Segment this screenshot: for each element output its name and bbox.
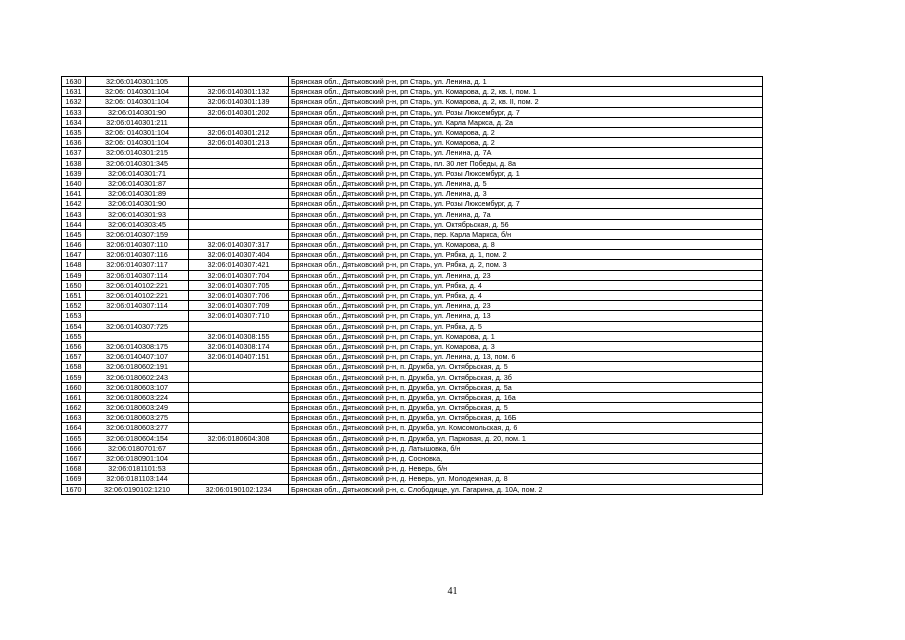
row-number-cell: 1645 bbox=[62, 229, 86, 239]
object-cadastral-number-cell: 32:06:0180604:308 bbox=[189, 433, 289, 443]
object-cadastral-number-cell bbox=[189, 372, 289, 382]
row-number-cell: 1667 bbox=[62, 453, 86, 463]
table-row bbox=[62, 443, 763, 453]
row-number-cell: 1655 bbox=[62, 331, 86, 341]
row-number-cell: 1656 bbox=[62, 341, 86, 351]
cadastral-number-cell: 32:06:0140307:116 bbox=[86, 250, 189, 260]
object-cadastral-number-cell: 32:06:0140307:710 bbox=[189, 311, 289, 321]
table-row bbox=[62, 189, 763, 199]
cadastral-number-cell: 32:06:0140307:110 bbox=[86, 240, 189, 250]
address-cell: Брянская обл., Дятьковский р-н, д. Латышовка, б/н bbox=[289, 443, 763, 453]
object-cadastral-number-cell: 32:06:0140301:139 bbox=[189, 97, 289, 107]
address-cell: Брянская обл., Дятьковский р-н, с. Слободище, ул. Гагарина, д. 10А, пом. 2 bbox=[289, 484, 763, 494]
table-row bbox=[62, 352, 763, 362]
object-cadastral-number-cell bbox=[189, 443, 289, 453]
row-number-cell: 1642 bbox=[62, 199, 86, 209]
row-number-cell: 1647 bbox=[62, 250, 86, 260]
cadastral-number-cell: 32:06:0140301:90 bbox=[86, 107, 189, 117]
table-row bbox=[62, 77, 763, 87]
address-cell: Брянская обл., Дятьковский р-н, рп Старь, ул. Комарова, д. 1 bbox=[289, 331, 763, 341]
cadastral-number-cell: 32:06:0140307:725 bbox=[86, 321, 189, 331]
object-cadastral-number-cell: 32:06:0140307:706 bbox=[189, 290, 289, 300]
table-row bbox=[62, 453, 763, 463]
row-number-cell: 1665 bbox=[62, 433, 86, 443]
table-row bbox=[62, 158, 763, 168]
table-row bbox=[62, 229, 763, 239]
object-cadastral-number-cell: 32:06:0140307:317 bbox=[189, 240, 289, 250]
row-number-cell: 1662 bbox=[62, 403, 86, 413]
table-row bbox=[62, 433, 763, 443]
cadastral-number-cell: 32:06:0181101:53 bbox=[86, 464, 189, 474]
row-number-cell: 1637 bbox=[62, 148, 86, 158]
row-number-cell: 1663 bbox=[62, 413, 86, 423]
row-number-cell: 1636 bbox=[62, 138, 86, 148]
cadastral-number-cell: 32:06:0140301:105 bbox=[86, 77, 189, 87]
table-row bbox=[62, 219, 763, 229]
object-cadastral-number-cell bbox=[189, 148, 289, 158]
cadastral-number-cell: 32:06:0140407:107 bbox=[86, 352, 189, 362]
address-cell: Брянская обл., Дятьковский р-н, рп Старь, ул. Рябка, д. 4 bbox=[289, 280, 763, 290]
object-cadastral-number-cell bbox=[189, 178, 289, 188]
address-cell: Брянская обл., Дятьковский р-н, п. Дружба, ул. Октябрьская, д. 16Б bbox=[289, 413, 763, 423]
object-cadastral-number-cell bbox=[189, 382, 289, 392]
table-row bbox=[62, 178, 763, 188]
cadastral-number-cell: 32:06:0140303:45 bbox=[86, 219, 189, 229]
cadastral-number-cell: 32:06:0180602:191 bbox=[86, 362, 189, 372]
object-cadastral-number-cell: 32:06:0140308:155 bbox=[189, 331, 289, 341]
row-number-cell: 1639 bbox=[62, 168, 86, 178]
table-row bbox=[62, 168, 763, 178]
object-cadastral-number-cell: 32:06:0190102:1234 bbox=[189, 484, 289, 494]
row-number-cell: 1649 bbox=[62, 270, 86, 280]
object-cadastral-number-cell: 32:06:0140407:151 bbox=[189, 352, 289, 362]
address-cell: Брянская обл., Дятьковский р-н, рп Старь, ул. Розы Люксембург, д. 7 bbox=[289, 107, 763, 117]
cadastral-number-cell: 32:06:0140301:90 bbox=[86, 199, 189, 209]
table-row bbox=[62, 301, 763, 311]
row-number-cell: 1634 bbox=[62, 117, 86, 127]
object-cadastral-number-cell: 32:06:0140307:705 bbox=[189, 280, 289, 290]
object-cadastral-number-cell: 32:06:0140301:132 bbox=[189, 87, 289, 97]
row-number-cell: 1664 bbox=[62, 423, 86, 433]
table-row bbox=[62, 280, 763, 290]
table-row bbox=[62, 209, 763, 219]
object-cadastral-number-cell bbox=[189, 423, 289, 433]
row-number-cell: 1669 bbox=[62, 474, 86, 484]
object-cadastral-number-cell bbox=[189, 77, 289, 87]
address-cell: Брянская обл., Дятьковский р-н, рп Старь, ул. Ленина, д. 7А bbox=[289, 148, 763, 158]
table-row bbox=[62, 372, 763, 382]
registry-table-body bbox=[62, 77, 763, 495]
object-cadastral-number-cell: 32:06:0140307:404 bbox=[189, 250, 289, 260]
object-cadastral-number-cell bbox=[189, 321, 289, 331]
cadastral-number-cell: 32:06:0140301:211 bbox=[86, 117, 189, 127]
address-cell: Брянская обл., Дятьковский р-н, рп Старь, ул. Ленина, д. 5 bbox=[289, 178, 763, 188]
object-cadastral-number-cell: 32:06:0140307:421 bbox=[189, 260, 289, 270]
object-cadastral-number-cell bbox=[189, 229, 289, 239]
table-row bbox=[62, 240, 763, 250]
row-number-cell: 1643 bbox=[62, 209, 86, 219]
cadastral-number-cell: 32:06:0180604:154 bbox=[86, 433, 189, 443]
table-row bbox=[62, 250, 763, 260]
table-row bbox=[62, 362, 763, 372]
object-cadastral-number-cell bbox=[189, 362, 289, 372]
object-cadastral-number-cell bbox=[189, 453, 289, 463]
row-number-cell: 1654 bbox=[62, 321, 86, 331]
table-row bbox=[62, 107, 763, 117]
address-cell: Брянская обл., Дятьковский р-н, п. Дружба, ул. Октябрьская, д. 16а bbox=[289, 392, 763, 402]
row-number-cell: 1648 bbox=[62, 260, 86, 270]
cadastral-number-cell: 32:06: 0140301:104 bbox=[86, 127, 189, 137]
address-cell: Брянская обл., Дятьковский р-н, рп Старь, ул. Рябка, д. 5 bbox=[289, 321, 763, 331]
address-cell: Брянская обл., Дятьковский р-н, п. Дружба, ул. Комсомольская, д. 6 bbox=[289, 423, 763, 433]
cadastral-number-cell: 32:06:0180603:224 bbox=[86, 392, 189, 402]
table-row bbox=[62, 413, 763, 423]
address-cell: Брянская обл., Дятьковский р-н, рп Старь, ул. Рябка, д. 4 bbox=[289, 290, 763, 300]
object-cadastral-number-cell bbox=[189, 413, 289, 423]
address-cell: Брянская обл., Дятьковский р-н, п. Дружба, ул. Октябрьская, д. 5 bbox=[289, 362, 763, 372]
cadastral-number-cell: 32:06:0180901:104 bbox=[86, 453, 189, 463]
row-number-cell: 1638 bbox=[62, 158, 86, 168]
cadastral-number-cell: 32:06: 0140301:104 bbox=[86, 138, 189, 148]
object-cadastral-number-cell bbox=[189, 168, 289, 178]
cadastral-number-cell: 32:06:0140307:159 bbox=[86, 229, 189, 239]
row-number-cell: 1641 bbox=[62, 189, 86, 199]
row-number-cell: 1670 bbox=[62, 484, 86, 494]
address-cell: Брянская обл., Дятьковский р-н, рп Старь, ул. Розы Люксембург, д. 1 bbox=[289, 168, 763, 178]
address-cell: Брянская обл., Дятьковский р-н, рп Старь, ул. Ленина, д. 23 bbox=[289, 270, 763, 280]
object-cadastral-number-cell: 32:06:0140308:174 bbox=[189, 341, 289, 351]
cadastral-number-cell: 32:06: 0140301:104 bbox=[86, 97, 189, 107]
object-cadastral-number-cell bbox=[189, 392, 289, 402]
table-row bbox=[62, 464, 763, 474]
table-row bbox=[62, 311, 763, 321]
object-cadastral-number-cell bbox=[189, 117, 289, 127]
object-cadastral-number-cell: 32:06:0140307:709 bbox=[189, 301, 289, 311]
address-cell: Брянская обл., Дятьковский р-н, рп Старь, ул. Ленина, д. 7а bbox=[289, 209, 763, 219]
table-row bbox=[62, 423, 763, 433]
cadastral-number-cell: 32:06:0140307:117 bbox=[86, 260, 189, 270]
row-number-cell: 1652 bbox=[62, 301, 86, 311]
cadastral-number-cell: 32:06:0140308:175 bbox=[86, 341, 189, 351]
object-cadastral-number-cell bbox=[189, 199, 289, 209]
object-cadastral-number-cell bbox=[189, 464, 289, 474]
cadastral-number-cell: 32:06:0140301:87 bbox=[86, 178, 189, 188]
cadastral-number-cell: 32:06:0180603:275 bbox=[86, 413, 189, 423]
object-cadastral-number-cell: 32:06:0140301:213 bbox=[189, 138, 289, 148]
table-row bbox=[62, 148, 763, 158]
address-cell: Брянская обл., Дятьковский р-н, п. Дружба, ул. Октябрьская, д. 5а bbox=[289, 382, 763, 392]
address-cell: Брянская обл., Дятьковский р-н, рп Старь, ул. Ленина, д. 13 bbox=[289, 311, 763, 321]
table-row bbox=[62, 484, 763, 494]
address-cell: Брянская обл., Дятьковский р-н, рп Старь, ул. Октябрьская, д. 56 bbox=[289, 219, 763, 229]
address-cell: Брянская обл., Дятьковский р-н, рп Старь, ул. Комарова, д. 2 bbox=[289, 127, 763, 137]
cadastral-number-cell: 32:06:0181103:144 bbox=[86, 474, 189, 484]
address-cell: Брянская обл., Дятьковский р-н, рп Старь, ул. Ленина, д. 13, пом. 6 bbox=[289, 352, 763, 362]
cadastral-number-cell: 32:06:0140301:93 bbox=[86, 209, 189, 219]
cadastral-number-cell: 32:06:0140307:114 bbox=[86, 270, 189, 280]
cadastral-number-cell bbox=[86, 331, 189, 341]
address-cell: Брянская обл., Дятьковский р-н, рп Старь, ул. Комарова, д. 2, кв. II, пом. 2 bbox=[289, 97, 763, 107]
address-cell: Брянская обл., Дятьковский р-н, рп Старь, ул. Комарова, д. 3 bbox=[289, 341, 763, 351]
object-cadastral-number-cell bbox=[189, 474, 289, 484]
row-number-cell: 1646 bbox=[62, 240, 86, 250]
table-row bbox=[62, 138, 763, 148]
cadastral-number-cell bbox=[86, 311, 189, 321]
cadastral-number-cell: 32:06:0180701:67 bbox=[86, 443, 189, 453]
table-row bbox=[62, 270, 763, 280]
address-cell: Брянская обл., Дятьковский р-н, рп Старь, ул. Комарова, д. 2 bbox=[289, 138, 763, 148]
cadastral-number-cell: 32:06:0180603:277 bbox=[86, 423, 189, 433]
address-cell: Брянская обл., Дятьковский р-н, рп Старь, ул. Ленина, д. 23 bbox=[289, 301, 763, 311]
row-number-cell: 1644 bbox=[62, 219, 86, 229]
table-row bbox=[62, 382, 763, 392]
object-cadastral-number-cell bbox=[189, 209, 289, 219]
table-row bbox=[62, 97, 763, 107]
object-cadastral-number-cell: 32:06:0140301:212 bbox=[189, 127, 289, 137]
address-cell: Брянская обл., Дятьковский р-н, рп Старь, ул. Розы Люксембург, д. 7 bbox=[289, 199, 763, 209]
object-cadastral-number-cell bbox=[189, 403, 289, 413]
table-row bbox=[62, 403, 763, 413]
address-cell: Брянская обл., Дятьковский р-н, рп Старь, пер. Карла Маркса, б/н bbox=[289, 229, 763, 239]
row-number-cell: 1632 bbox=[62, 97, 86, 107]
cadastral-number-cell: 32:06: 0140301:104 bbox=[86, 87, 189, 97]
address-cell: Брянская обл., Дятьковский р-н, п. Дружба, ул. Парковая, д. 20, пом. 1 bbox=[289, 433, 763, 443]
cadastral-number-cell: 32:06:0180603:249 bbox=[86, 403, 189, 413]
object-cadastral-number-cell: 32:06:0140301:202 bbox=[189, 107, 289, 117]
row-number-cell: 1635 bbox=[62, 127, 86, 137]
cadastral-number-cell: 32:06:0140307:114 bbox=[86, 301, 189, 311]
table-row bbox=[62, 290, 763, 300]
row-number-cell: 1658 bbox=[62, 362, 86, 372]
address-cell: Брянская обл., Дятьковский р-н, д. Неверь, б/н bbox=[289, 464, 763, 474]
address-cell: Брянская обл., Дятьковский р-н, рп Старь, ул. Ленина, д. 3 bbox=[289, 189, 763, 199]
object-cadastral-number-cell bbox=[189, 189, 289, 199]
address-cell: Брянская обл., Дятьковский р-н, д. Сосновка, bbox=[289, 453, 763, 463]
row-number-cell: 1661 bbox=[62, 392, 86, 402]
address-cell: Брянская обл., Дятьковский р-н, рп Старь, ул. Ленина, д. 1 bbox=[289, 77, 763, 87]
row-number-cell: 1659 bbox=[62, 372, 86, 382]
row-number-cell: 1668 bbox=[62, 464, 86, 474]
address-cell: Брянская обл., Дятьковский р-н, рп Старь, ул. Рябка, д. 1, пом. 2 bbox=[289, 250, 763, 260]
cadastral-number-cell: 32:06:0140301:215 bbox=[86, 148, 189, 158]
row-number-cell: 1666 bbox=[62, 443, 86, 453]
table-row bbox=[62, 199, 763, 209]
table-row bbox=[62, 474, 763, 484]
row-number-cell: 1653 bbox=[62, 311, 86, 321]
cadastral-number-cell: 32:06:0140301:345 bbox=[86, 158, 189, 168]
row-number-cell: 1630 bbox=[62, 77, 86, 87]
table-row bbox=[62, 260, 763, 270]
table-row bbox=[62, 321, 763, 331]
table-row bbox=[62, 392, 763, 402]
table-row bbox=[62, 341, 763, 351]
row-number-cell: 1640 bbox=[62, 178, 86, 188]
address-cell: Брянская обл., Дятьковский р-н, д. Неверь, ул. Молодежная, д. 8 bbox=[289, 474, 763, 484]
table-row bbox=[62, 117, 763, 127]
cadastral-number-cell: 32:06:0180602:243 bbox=[86, 372, 189, 382]
object-cadastral-number-cell bbox=[189, 219, 289, 229]
address-cell: Брянская обл., Дятьковский р-н, рп Старь, пл. 30 лет Победы, д. 8а bbox=[289, 158, 763, 168]
address-cell: Брянская обл., Дятьковский р-н, п. Дружба, ул. Октябрьская, д. 5 bbox=[289, 403, 763, 413]
row-number-cell: 1650 bbox=[62, 280, 86, 290]
object-cadastral-number-cell: 32:06:0140307:704 bbox=[189, 270, 289, 280]
cadastral-number-cell: 32:06:0190102:1210 bbox=[86, 484, 189, 494]
cadastral-number-cell: 32:06:0140102:221 bbox=[86, 290, 189, 300]
cadastral-number-cell: 32:06:0140102:221 bbox=[86, 280, 189, 290]
address-cell: Брянская обл., Дятьковский р-н, п. Дружба, ул. Октябрьская, д. 3б bbox=[289, 372, 763, 382]
table-row bbox=[62, 127, 763, 137]
cadastral-number-cell: 32:06:0180603:107 bbox=[86, 382, 189, 392]
page-number: 41 bbox=[447, 586, 458, 597]
row-number-cell: 1633 bbox=[62, 107, 86, 117]
address-cell: Брянская обл., Дятьковский р-н, рп Старь, ул. Комарова, д. 8 bbox=[289, 240, 763, 250]
table-row bbox=[62, 331, 763, 341]
row-number-cell: 1651 bbox=[62, 290, 86, 300]
address-cell: Брянская обл., Дятьковский р-н, рп Старь, ул. Рябка, д. 2, пом. 3 bbox=[289, 260, 763, 270]
address-cell: Брянская обл., Дятьковский р-н, рп Старь, ул. Карла Маркса, д. 2а bbox=[289, 117, 763, 127]
object-cadastral-number-cell bbox=[189, 158, 289, 168]
registry-table bbox=[61, 76, 763, 495]
row-number-cell: 1660 bbox=[62, 382, 86, 392]
row-number-cell: 1631 bbox=[62, 87, 86, 97]
row-number-cell: 1657 bbox=[62, 352, 86, 362]
cadastral-number-cell: 32:06:0140301:89 bbox=[86, 189, 189, 199]
cadastral-number-cell: 32:06:0140301:71 bbox=[86, 168, 189, 178]
table-row bbox=[62, 87, 763, 97]
address-cell: Брянская обл., Дятьковский р-н, рп Старь, ул. Комарова, д. 2, кв. I, пом. 1 bbox=[289, 87, 763, 97]
